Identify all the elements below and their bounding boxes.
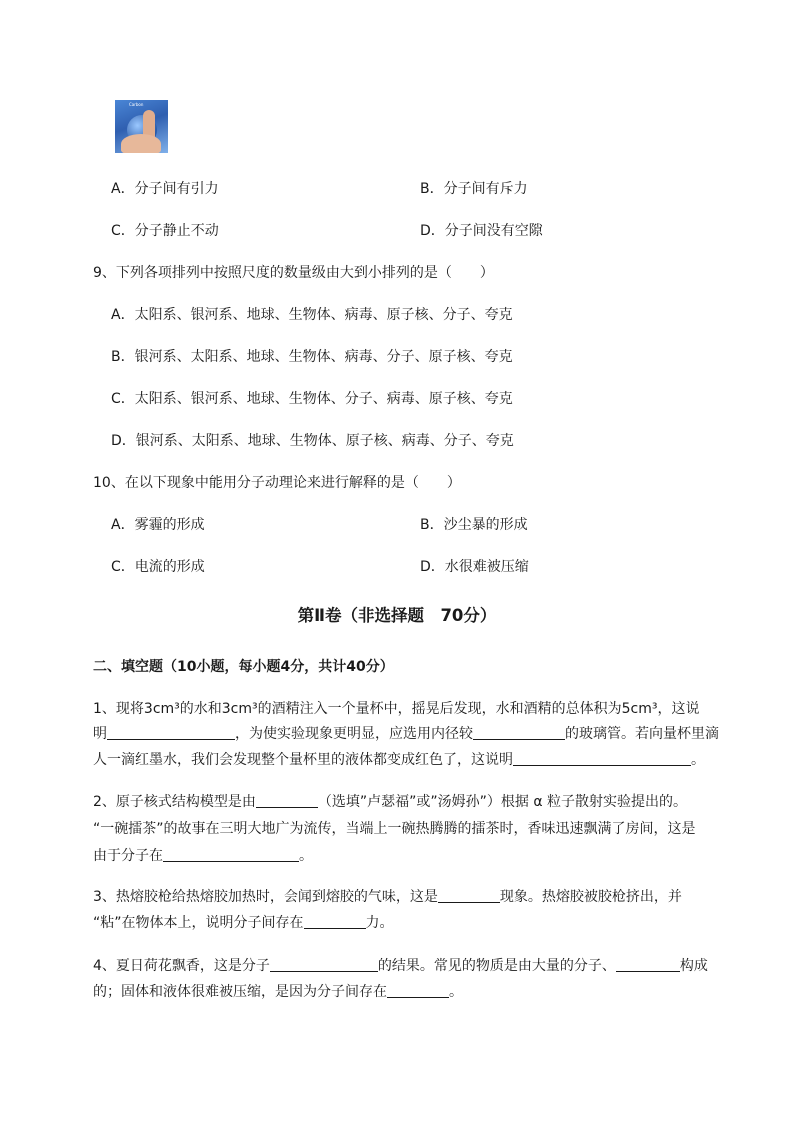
section-heading: 二、填空题（10小题，每小题4分，共计40分） [93,659,394,675]
fill-q4-text-d: 的；固体和液体很难被压缩，是因为分子间存在 [93,984,387,1000]
fill-q1-line2 [93,723,719,743]
fill-q3-line2 [93,912,394,932]
q9-stem: 9、下列各项排列中按照尺度的数量级由大到小排列的是（ ） [93,265,494,281]
figure-caption: Carbon [129,102,144,107]
answer-blank[interactable] [270,956,378,972]
fill-q4-text-a: 4、夏日荷花飘香，这是分子 [93,958,270,974]
q10-option-d: D．水很难被压缩 [420,559,529,575]
fill-q4-text-b: 的结果。常见的物质是由大量的分子、 [377,958,616,974]
fill-q3-text-d: 力。 [365,915,394,931]
fill-q1-line3 [93,749,705,769]
fill-q2-text-c: 由于分子在 [93,848,163,864]
fill-q4-text-c: 构成 [679,958,708,974]
fill-q3-line1 [93,886,682,906]
fill-q1-text-a: 明 [93,726,107,742]
q10-option-b: B．沙尘暴的形成 [420,517,528,533]
fill-q4-line1 [93,955,708,975]
answer-blank[interactable] [387,982,449,998]
q8-option-b: B．分子间有斥力 [420,181,528,197]
part2-title: 第Ⅱ卷（非选择题 70分） [297,606,497,625]
fill-q2-line1 [93,791,687,811]
answer-blank[interactable] [438,887,500,903]
answer-blank[interactable] [256,792,318,808]
q8-option-a: A．分子间有引力 [111,181,219,197]
answer-blank[interactable] [513,750,691,766]
fill-q1-text-b: ，为使实验现象更明显，应选用内径较 [235,726,473,742]
answer-blank[interactable] [473,724,565,740]
fill-q2-text-a: 2、原子核式结构模型是由 [93,794,256,810]
answer-blank[interactable] [163,846,299,862]
answer-blank[interactable] [616,956,680,972]
q9-option-b: B．银河系、太阳系、地球、生物体、病毒、分子、原子核、夸克 [111,349,513,365]
q8-option-d: D．分子间没有空隙 [420,223,543,239]
q9-option-c: C．太阳系、银河系、地球、生物体、分子、病毒、原子核、夸克 [111,391,513,407]
q10-stem: 10、在以下现象中能用分子动理论来进行解释的是（ ） [93,475,461,491]
q9-option-a: A．太阳系、银河系、地球、生物体、病毒、原子核、分子、夸克 [111,307,513,323]
fill-q2-line2: “一碗擂茶”的故事在三明大地广为流传，当端上一碗热腾腾的擂茶时，香味迅速飘满了房间，这是 [93,821,696,837]
fill-q2-line3 [93,845,313,865]
fill-q1-text-e: 。 [691,752,705,768]
fill-q2-text-b: （选填”卢瑟福”或”汤姆孙”）根据 α 粒子散射实验提出的。 [317,794,688,810]
question-figure [115,100,168,153]
q9-option-d: D．银河系、太阳系、地球、生物体、原子核、病毒、分子、夸克 [111,433,514,449]
fill-q3-text-a: 3、热熔胶枪给热熔胶加热时，会闻到熔胶的气味，这是 [93,889,438,905]
fill-q4-text-e: 。 [449,984,463,1000]
q10-option-a: A．雾霾的形成 [111,517,205,533]
answer-blank[interactable] [107,724,235,740]
fill-q4-line2 [93,981,463,1001]
hand-illustration [121,134,161,153]
fill-q1-text-c: 的玻璃管。若向量杯里滴 [565,726,719,742]
answer-blank[interactable] [304,913,366,929]
fill-q2-text-d: 。 [299,848,313,864]
q8-option-c: C．分子静止不动 [111,223,219,239]
fill-q1-line1: 1、现将3cm³的水和3cm³的酒精注入一个量杯中，摇晃后发现，水和酒精的总体积为5cm³，这说 [93,701,700,717]
q10-option-c: C．电流的形成 [111,559,205,575]
fill-q1-text-d: 人一滴红墨水，我们会发现整个量杯里的液体都变成红色了，这说明 [93,752,513,768]
fill-q3-text-c: “粘”在物体本上，说明分子间存在 [93,915,304,931]
fill-q3-text-b: 现象。热熔胶被胶枪挤出，并 [499,889,682,905]
